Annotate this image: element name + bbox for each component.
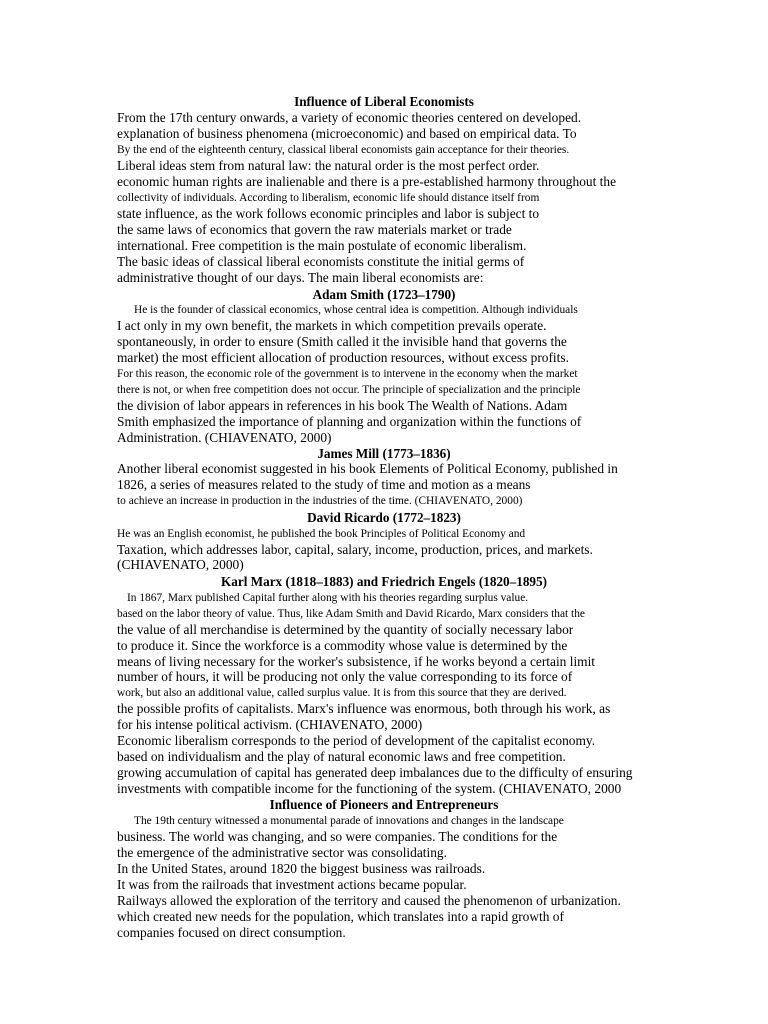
body-line: based on individualism and the play of natural economic laws and free competition. <box>117 749 566 764</box>
body-line: Taxation, which addresses labor, capital, salary, income, production, prices, and markets. <box>117 542 593 557</box>
body-line: The basic ideas of classical liberal economists constitute the initial germs of <box>117 254 525 269</box>
body-line: work, but also an additional value, called surplus value. It is from this source that they are derived. <box>117 687 567 699</box>
body-line: It was from the railroads that investment actions became popular. <box>117 877 467 892</box>
body-line: Railways allowed the exploration of the territory and caused the phenomenon of urbanization. <box>117 893 621 908</box>
body-line: the same laws of economics that govern the raw materials market or trade <box>117 222 512 237</box>
body-line: economic human rights are inalienable and there is a pre-established harmony throughout the <box>117 174 617 189</box>
body-line: Smith emphasized the importance of planning and organization within the functions of <box>117 414 582 429</box>
body-line: By the end of the eighteenth century, classical liberal economists gain acceptance for their theories. <box>117 144 570 156</box>
body-line: In the United States, around 1820 the biggest business was railroads. <box>117 861 486 876</box>
body-line: to produce it. Since the workforce is a commodity whose value is determined by the <box>117 638 568 653</box>
body-line: Economic liberalism corresponds to the period of development of the capitalist economy. <box>117 733 596 748</box>
body-line: collectivity of individuals. According to liberalism, economic life should distance itself from <box>117 192 540 204</box>
body-line: The 19th century witnessed a monumental parade of innovations and changes in the landscape <box>134 815 564 827</box>
body-line: In 1867, Marx published Capital further along with his theories regarding surplus value. <box>127 592 529 604</box>
section-heading: Influence of Liberal Economists <box>294 94 474 109</box>
body-line: the possible profits of capitalists. Marx's influence was enormous, both through his work, as <box>117 701 611 716</box>
section-heading: Influence of Pioneers and Entrepreneurs <box>269 797 499 812</box>
body-line: investments with compatible income for the functioning of the system. (CHIAVENATO, 2000 <box>117 781 622 796</box>
body-line: I act only in my own benefit, the markets in which competition prevails operate. <box>117 318 547 333</box>
body-line: international. Free competition is the main postulate of economic liberalism. <box>117 238 527 253</box>
body-line: to achieve an increase in production in the industries of the time. (CHIAVENATO, 2000) <box>117 495 523 507</box>
body-line: Liberal ideas stem from natural law: the natural order is the most perfect order. <box>117 158 540 173</box>
body-line: (CHIAVENATO, 2000) <box>117 557 244 572</box>
section-heading: Adam Smith (1723–1790) <box>312 287 456 302</box>
body-line: for his intense political activism. (CHIAVENATO, 2000) <box>117 717 423 732</box>
body-line: the division of labor appears in references in his book The Wealth of Nations. Adam <box>117 398 568 413</box>
body-line: He was an English economist, he published the book Principles of Political Economy and <box>117 528 526 540</box>
body-line: Administration. (CHIAVENATO, 2000) <box>117 430 332 445</box>
body-line: spontaneously, in order to ensure (Smith called it the invisible hand that governs the <box>117 334 567 349</box>
body-line: the emergence of the administrative sector was consolidating. <box>117 845 447 860</box>
body-line: From the 17th century onwards, a variety of economic theories centered on developed. <box>117 110 582 125</box>
body-line: For this reason, the economic role of the government is to intervene in the economy when the market <box>117 368 578 380</box>
body-line: companies focused on direct consumption. <box>117 925 346 940</box>
body-line: means of living necessary for the worker's subsistence, if he works beyond a certain limit <box>117 654 596 669</box>
body-line: growing accumulation of capital has generated deep imbalances due to the difficulty of ensuring <box>117 765 633 780</box>
body-line: state influence, as the work follows economic principles and labor is subject to <box>117 206 540 221</box>
body-line: He is the founder of classical economics, whose central idea is competition. Although individuals <box>134 304 578 316</box>
section-heading: James Mill (1773–1836) <box>317 446 451 461</box>
body-line: market) the most efficient allocation of production resources, without excess profits. <box>117 350 569 365</box>
body-line: Another liberal economist suggested in his book Elements of Political Economy, published in <box>117 461 618 476</box>
body-line: administrative thought of our days. The main liberal economists are: <box>117 270 484 285</box>
body-line: business. The world was changing, and so were companies. The conditions for the <box>117 829 558 844</box>
section-heading: Karl Marx (1818–1883) and Friedrich Engels (1820–1895) <box>221 574 547 589</box>
body-line: based on the labor theory of value. Thus, like Adam Smith and David Ricardo, Marx considers that the <box>117 608 585 620</box>
body-line: which created new needs for the population, which translates into a rapid growth of <box>117 909 564 924</box>
body-line: number of hours, it will be producing not only the value corresponding to its force of <box>117 669 573 684</box>
body-line: 1826, a series of measures related to the study of time and motion as a means <box>117 477 531 492</box>
body-line: the value of all merchandise is determined by the quantity of socially necessary labor <box>117 622 574 637</box>
section-heading: David Ricardo (1772–1823) <box>307 510 461 525</box>
body-line: explanation of business phenomena (microeconomic) and based on empirical data. To <box>117 126 577 141</box>
body-line: there is not, or when free competition does not occur. The principle of specialization and the principle <box>117 384 581 396</box>
